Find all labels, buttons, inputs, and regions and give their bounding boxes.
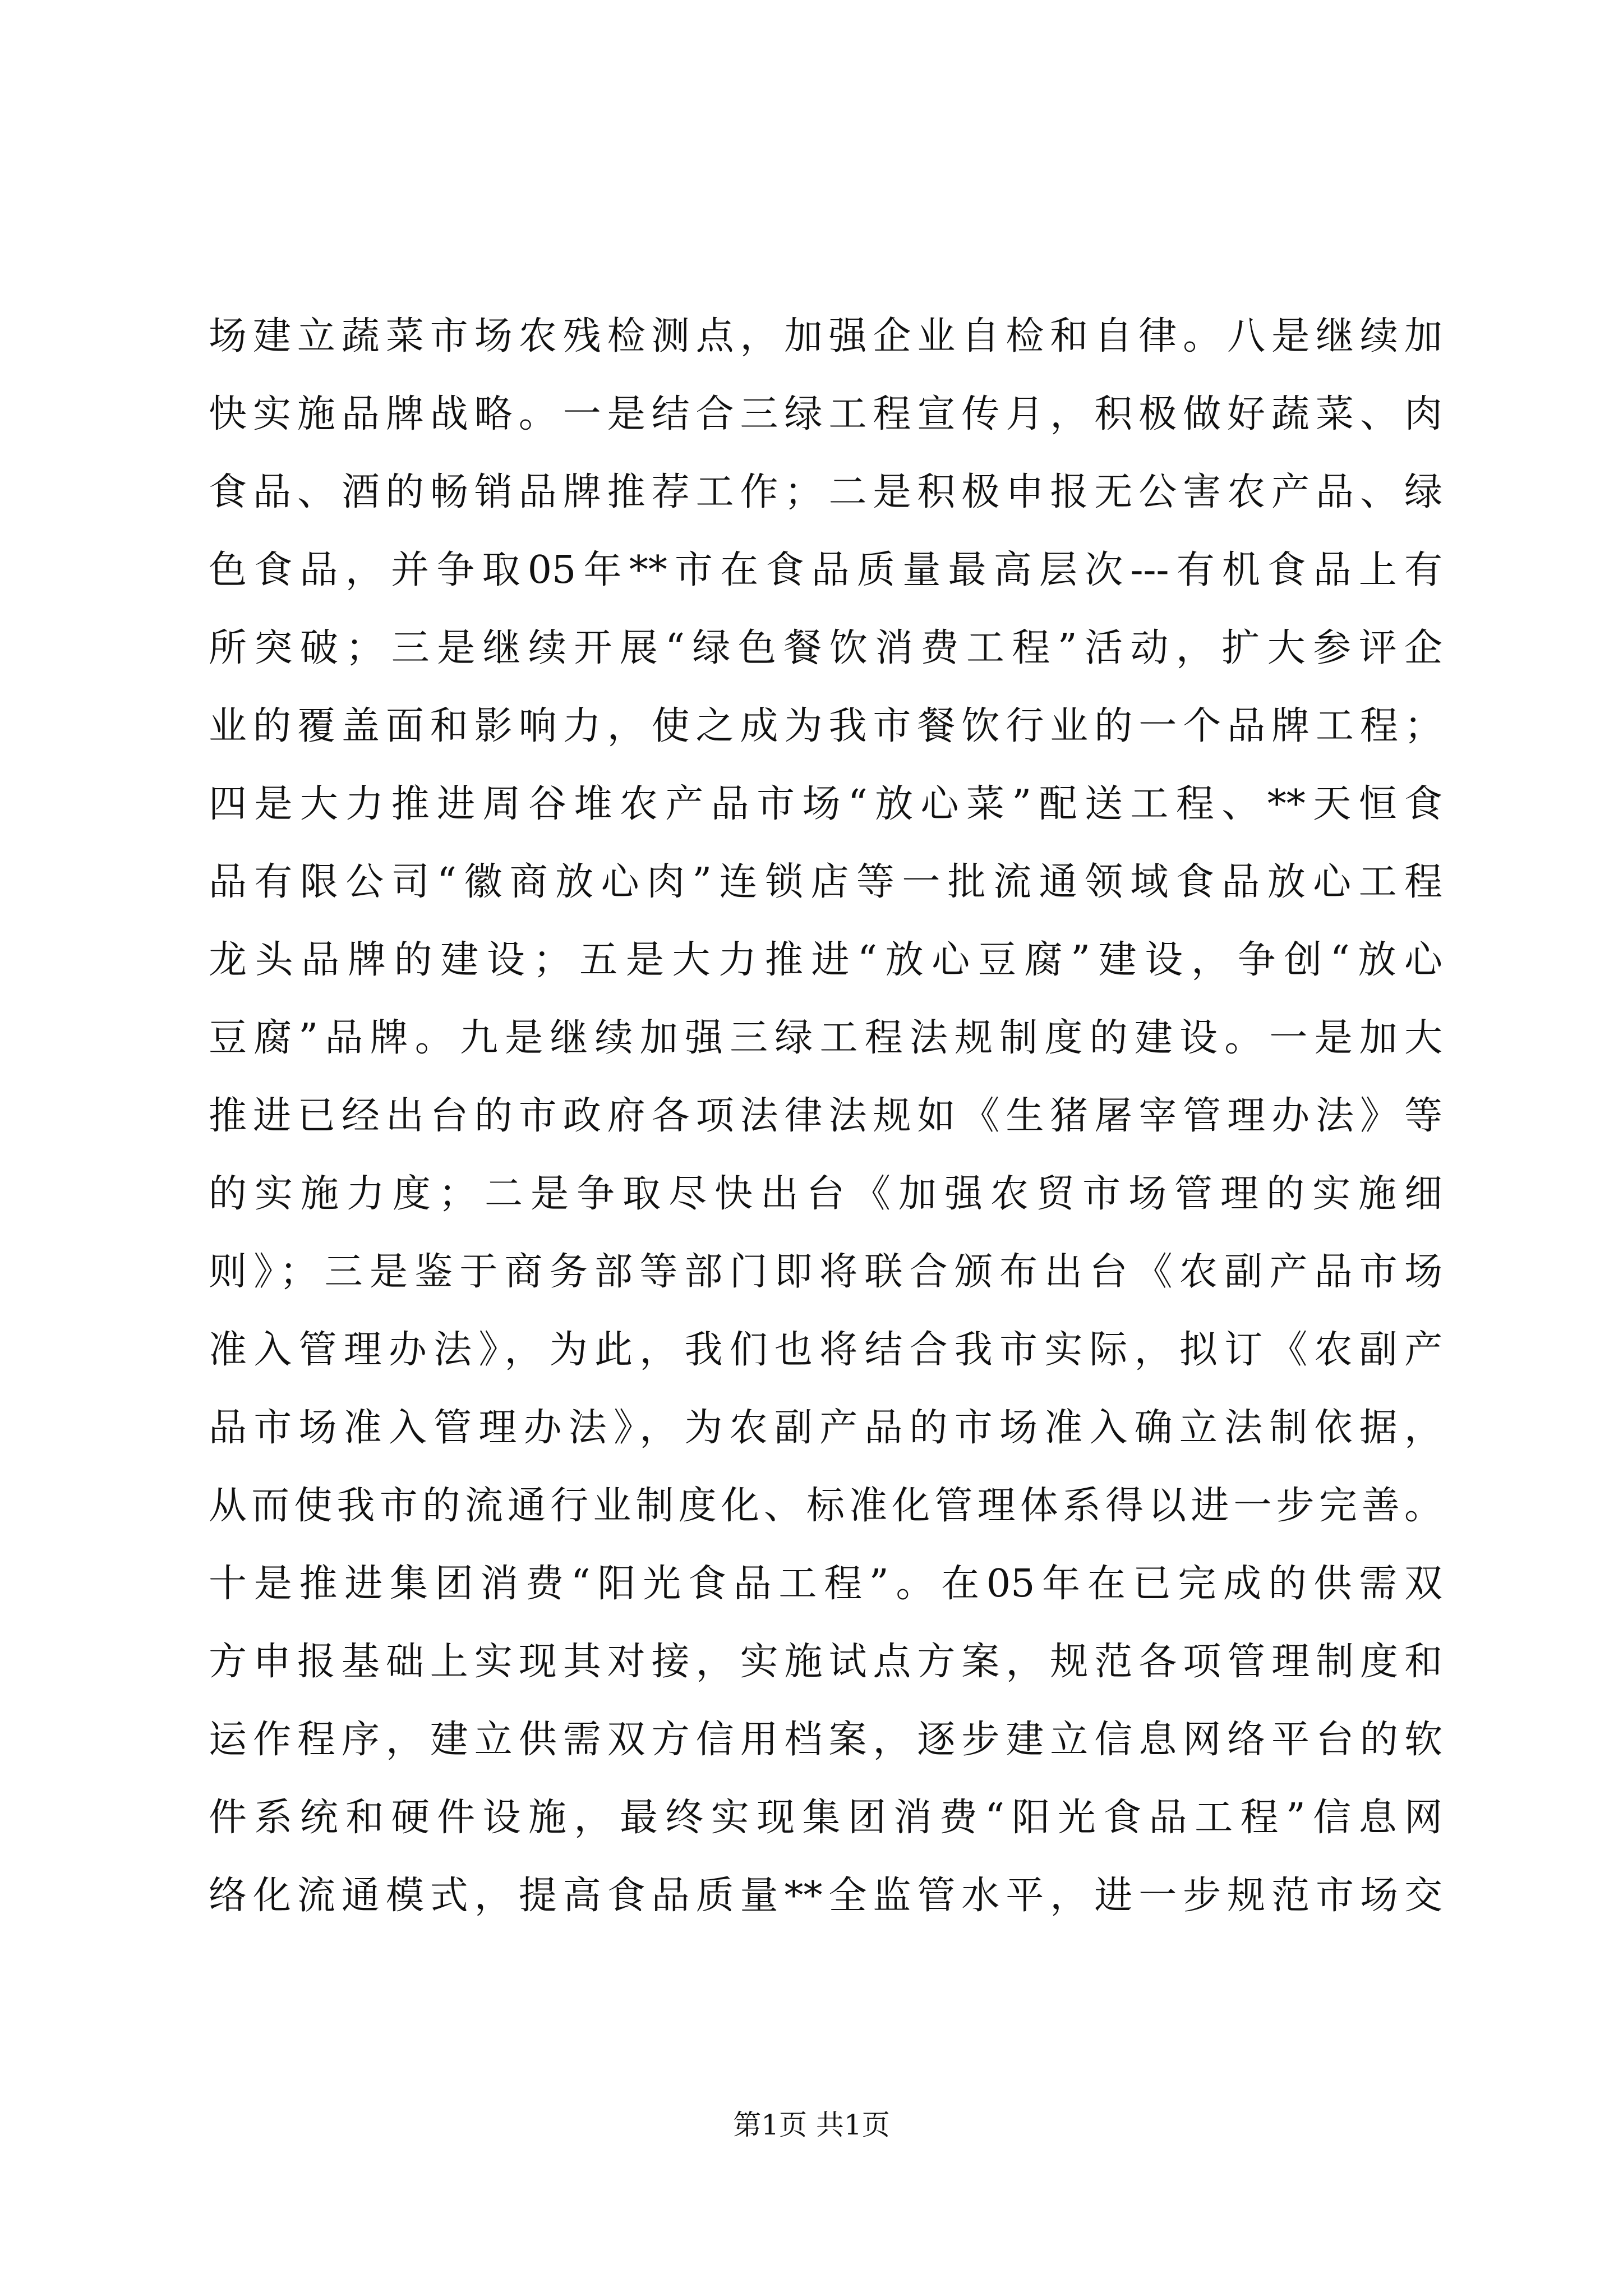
text-line: 件系统和硬件设施，最终实现集团消费“阳光食品工程”信息网	[209, 1796, 1442, 1840]
text-line: 络化流通模式，提高食品质量**全监管水平，进一步规范市场交	[209, 1874, 1442, 1918]
page-footer	[0, 2108, 1623, 2142]
text-line: 四是大力推进周谷堆农产品市场“放心菜”配送工程、**天恒食	[209, 782, 1442, 826]
text-line: 豆腐”品牌。九是继续加强三绿工程法规制度的建设。一是加大	[209, 1016, 1442, 1060]
text-line: 推进已经出台的市政府各项法律法规如《生猪屠宰管理办法》等	[209, 1094, 1442, 1138]
text-line: 品市场准入管理办法》，为农副产品的市场准入确立法制依据，	[209, 1406, 1442, 1450]
text-line: 的实施力度；二是争取尽快出台《加强农贸市场管理的实施细	[209, 1172, 1442, 1216]
text-line: 快实施品牌战略。一是结合三绿工程宣传月，积极做好蔬菜、肉	[209, 392, 1442, 436]
text-line: 方申报基础上实现其对接，实施试点方案，规范各项管理制度和	[209, 1640, 1442, 1684]
body-paragraph	[209, 297, 1442, 1935]
text-line: 场建立蔬菜市场农残检测点，加强企业自检和自律。八是继续加	[209, 314, 1442, 358]
text-line: 品有限公司“徽商放心肉”连锁店等一批流通领域食品放心工程	[209, 860, 1442, 904]
text-line: 食品、酒的畅销品牌推荐工作；二是积极申报无公害农产品、绿	[209, 470, 1442, 514]
page-number-label: 第1页 共1页	[733, 2109, 890, 2141]
text-line: 准入管理办法》，为此，我们也将结合我市实际，拟订《农副产	[209, 1328, 1442, 1372]
text-line: 运作程序，建立供需双方信用档案，逐步建立信息网络平台的软	[209, 1718, 1442, 1762]
text-line: 业的覆盖面和影响力，使之成为我市餐饮行业的一个品牌工程；	[209, 704, 1442, 748]
text-line: 从而使我市的流通行业制度化、标准化管理体系得以进一步完善。	[209, 1484, 1442, 1528]
text-line: 色食品，并争取05年**市在食品质量最高层次---有机食品上有	[209, 548, 1442, 592]
text-line: 则》；三是鉴于商务部等部门即将联合颁布出台《农副产品市场	[209, 1250, 1442, 1294]
text-line: 十是推进集团消费“阳光食品工程”。在05年在已完成的供需双	[209, 1562, 1442, 1606]
text-line: 所突破；三是继续开展“绿色餐饮消费工程”活动，扩大参评企	[209, 626, 1442, 670]
text-line: 龙头品牌的建设；五是大力推进“放心豆腐”建设，争创“放心	[209, 938, 1442, 982]
